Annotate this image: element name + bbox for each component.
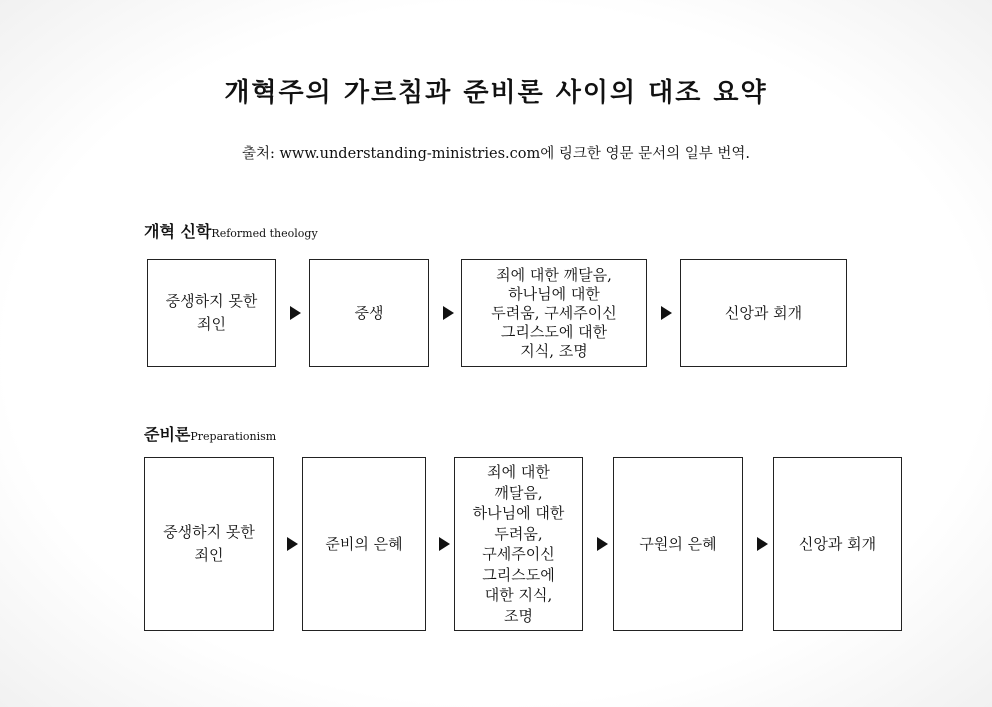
page-title: 개혁주의 가르침과 준비론 사이의 대조 요약 bbox=[224, 78, 768, 108]
prep-arrow-1-icon bbox=[287, 537, 298, 551]
prep-arrow-3-icon bbox=[597, 537, 608, 551]
reformed-step-1-text: 중생하지 못한 죄인 bbox=[165, 292, 258, 333]
reformed-step-1-box bbox=[147, 259, 276, 367]
reformed-label-en: Reformed theology bbox=[211, 227, 318, 240]
reformed-step-4-text: 신앙과 회개 bbox=[724, 303, 803, 322]
prep-label-en: Preparationism bbox=[190, 430, 277, 443]
reformed-step-3-text: 죄에 대한 깨달음, 하나님에 대한 두려움, 구세주이신 그리스도에 대한 지식, 조명 bbox=[491, 265, 617, 360]
prep-step-2-box bbox=[302, 457, 426, 631]
reformed-step-2-text: 중생 bbox=[354, 303, 384, 322]
reformed-label-ko: 개혁 신학 bbox=[144, 222, 212, 241]
reformed-arrow-1-icon bbox=[290, 306, 301, 320]
prep-step-1-box bbox=[144, 457, 274, 631]
prep-step-1-text: 중생하지 못한 죄인 bbox=[163, 523, 255, 564]
reformed-arrow-3-icon bbox=[661, 306, 672, 320]
prep-arrow-4-icon bbox=[757, 537, 768, 551]
reformed-section-label bbox=[144, 219, 318, 242]
source-note: 출처: www.understanding-ministries.com에 링크한 영문 문서의 일부 번역. bbox=[242, 146, 750, 162]
prep-label-ko: 준비론 bbox=[144, 425, 191, 444]
reformed-step-4-box bbox=[680, 259, 847, 367]
prep-arrow-2-icon bbox=[439, 537, 450, 551]
prep-step-3-box bbox=[454, 457, 583, 631]
reformed-step-3-box bbox=[461, 259, 647, 367]
reformed-step-2-box bbox=[309, 259, 429, 367]
prep-section-label bbox=[144, 422, 276, 445]
prep-step-3-text: 죄에 대한 깨달음, 하나님에 대한 두려움, 구세주이신 그리스도에 대한 지식, 조명 bbox=[472, 463, 565, 625]
reformed-arrow-2-icon bbox=[443, 306, 454, 320]
prep-step-5-text: 신앙과 회개 bbox=[798, 534, 877, 553]
prep-step-4-box bbox=[613, 457, 743, 631]
prep-step-5-box bbox=[773, 457, 902, 631]
prep-step-2-text: 준비의 은혜 bbox=[325, 534, 403, 553]
prep-step-4-text: 구원의 은혜 bbox=[639, 534, 717, 553]
